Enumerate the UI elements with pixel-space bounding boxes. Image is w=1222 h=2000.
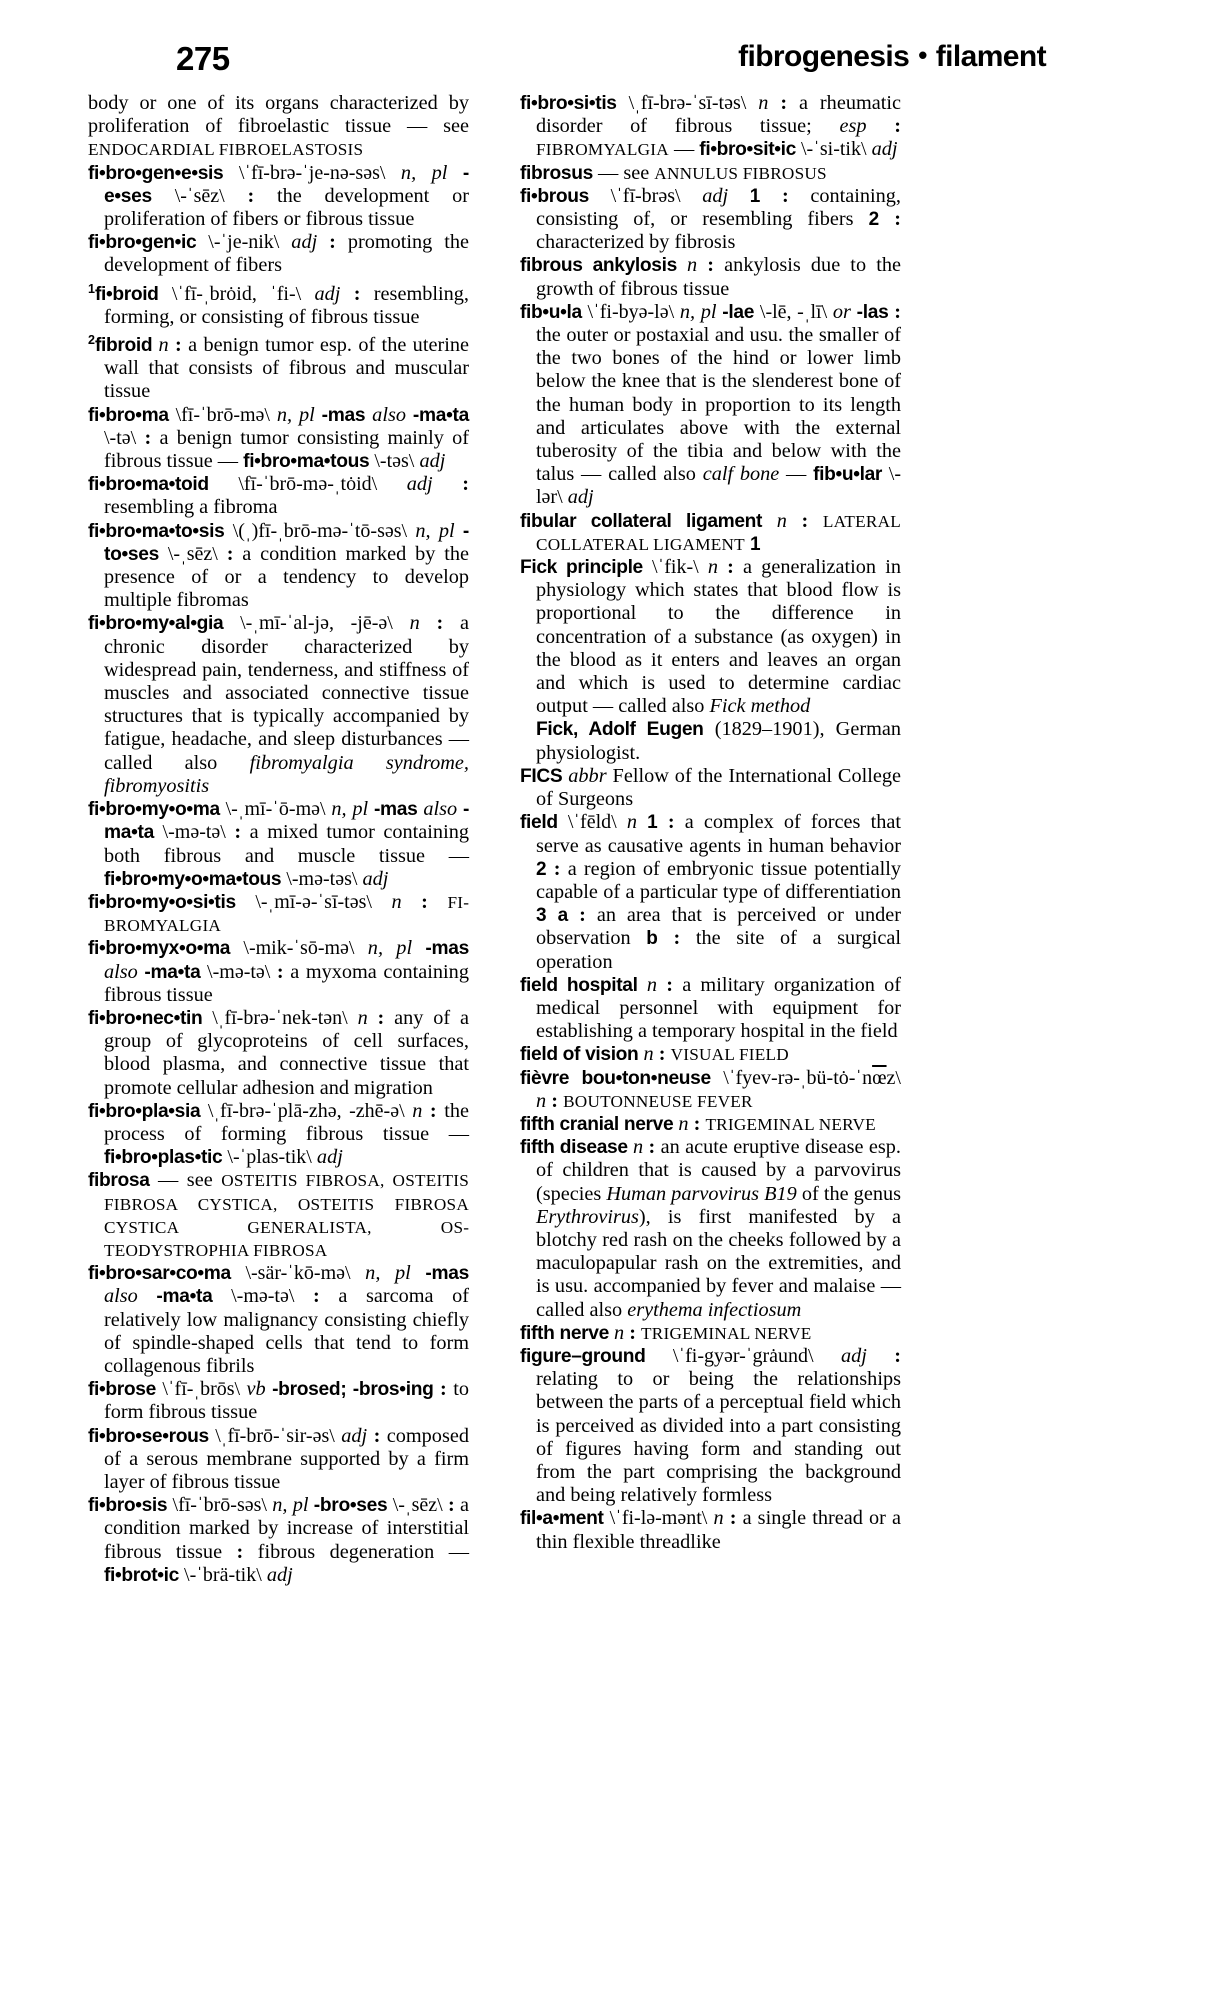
pronunciation: \ˈfi-lə-mənt\ [609,1507,708,1530]
derivative-part-of-speech: adj [266,1563,293,1586]
headword: fi•bro•my•al•gia [88,613,224,635]
part-of-speech: n [409,612,420,635]
derivative-headword: fi•bro•sit•ic [699,139,796,161]
part-of-speech: adj [840,1344,867,1367]
left-column [88,92,469,1587]
sense-colon: : [247,184,255,207]
derivative-pronunciation: \-ˈsi-tik\ [801,138,867,161]
headword: fi•bro•ma [88,404,169,426]
headword: fib•u•la [520,301,582,323]
inflection-alt: -ma•ta [412,404,469,426]
part-of-speech: adj [702,184,729,207]
entry-fifth-nerve [520,1322,901,1345]
called-also: erythema infectiosum [627,1298,802,1321]
entry-fibrosis: fi•bro•sis \fī-ˈbrō-səs\ n, pl -bro•ses \-ˌsēz\ : a condition marked by increase of interstitial fibrous tissue : fibrous degeneration — fi•brot•ic \-ˈbrä-tik\ adj [88,1494,470,1586]
part-of-speech: adj [341,1424,368,1447]
part-of-speech: n [412,1099,423,1122]
part-of-speech: n, pl [365,1262,411,1285]
sense-colon: : [894,1344,902,1367]
pronunciation: \fī-ˈbrō-səs\ [172,1494,267,1517]
headword: fi•bro•myx•o•ma [88,938,231,960]
pronunciation: \-ˈje-nik\ [208,231,280,254]
inflection-pronunciation: \-tə\ [104,426,137,449]
sense-colon: : [658,1043,666,1066]
inflection: -mas [425,938,469,960]
headword: fi•bro•nec•tin [88,1007,203,1029]
sense-colon: : [144,426,152,449]
entry-fibrous-ankylosis: fibrous ankylosis n : ankylosis due to the growth of fibrous tissue [520,254,901,300]
entry-fibrogenesis: fi•bro•gen•e•sis \ˈfī-brə-ˈje-nə-səs\ n, pl -e•ses \-ˈsēz\ : the development or proliferation of fibers or fibrous tissue [88,161,469,231]
part-of-speech: n [643,1043,654,1066]
cross-reference-sense: 1 [749,533,761,555]
inflection: -mas [425,1263,469,1285]
derivative-pronunciation: \-lər\ [536,463,901,509]
columns-container [88,92,1134,1587]
pronunciation: \ˈfik-\ [652,556,699,579]
pronunciation: \-sär-ˈkō-mə\ [245,1262,351,1285]
entry-fibroserous: fi•bro•se•rous \ˌfī-brō-ˈsir-əs\ adj : composed of a serous membrane supported by a firm layer of fibrous tissue [88,1424,469,1493]
pronunciation: \fī-ˈbrō-mə-ˌtȯid\ [238,473,378,496]
entry-fibrose: fi•brose \ˈfī-ˌbrōs\ vb -brosed; -bros•ing : to form fibrous tissue [88,1378,469,1424]
headword: fifth disease [520,1137,628,1159]
part-of-speech: n, pl [276,403,315,426]
sense-colon: : [276,960,284,983]
derivative-headword: fi•bro•plas•tic [104,1147,223,1169]
part-of-speech: n [687,254,698,277]
sense-colon: : [462,473,469,496]
running-head [88,0,1134,100]
entry-fics: FICS abbr Fellow of the International College of Surgeons [520,764,902,811]
pronunciation: \ˌfī-brə-ˈsī-təs\ [628,92,747,114]
headword: fifth cranial nerve [520,1113,674,1135]
pronunciation: \fī-ˈbrō-mə\ [175,403,270,426]
sense-colon: : [553,857,561,880]
sense-colon: : [447,1494,455,1517]
cross-reference: BOUTONNEUSE FEVER [563,1091,753,1111]
entry-fibrous: fi•brous \ˈfī-brəs\ adj 1 : containing, consisting of, or resembling fibers 2 : characterized by fibrosis [520,184,901,254]
part-of-speech: n [646,973,657,996]
sense-colon: : [894,115,901,138]
sense-number-2: 2 [868,209,880,231]
cross-reference: ENDOCARDIAL FIBROELASTOSIS [88,140,364,160]
biography-name: Fick, Adolf Eugen [536,719,704,741]
sense-colon: : [175,334,182,357]
inflection-connector: also [104,960,138,983]
entry-fievre-boutonneuse [520,1067,901,1113]
entry-fibrosus: fibrosus — see ANNULUS FIBROSUS [520,161,827,184]
part-of-speech: n [776,509,787,532]
homograph-number: 2 [88,333,95,348]
sense-colon: : [673,927,681,950]
headword: field hospital [520,974,638,996]
pronunciation: \ˈfi-byə-lə\ [587,300,675,323]
running-head-bullet: • [918,40,927,70]
sense-number-2: 2 [536,858,547,880]
inflection-connector: also [423,798,458,821]
sense-number-3: 3 a [536,905,569,927]
derivative-pronunciation: \-ˈbrä-tik\ [184,1563,262,1586]
called-also: Fick method [709,695,811,718]
headword: fi•brous [520,185,589,207]
derivative-headword: fi•bro•ma•tous [243,451,370,473]
part-of-speech: adj [291,231,318,254]
page-number: 275 [176,40,230,77]
genus-name: Erythrovirus [536,1205,639,1228]
part-of-speech: n, pl [367,937,413,960]
sense-colon: : [707,254,715,277]
entry-fibrosarcoma: fi•bro•sar•co•ma \-sär-ˈkō-mə\ n, pl -mas also -ma•ta \-mə-tə\ : a sarcoma of relatively low malignancy consisting chiefly of spindle-shaped cells that tend to form collagenous fibrils [88,1262,469,1377]
derivative-part-of-speech: adj [871,138,898,161]
entry-fibrogenic: fi•bro•gen•ic \-ˈje-nik\ adj : promoting the development of fibers [88,231,470,277]
entry-fibroma: fi•bro•ma \fī-ˈbrō-mə\ n, pl -mas also -ma•ta \-tə\ : a benign tumor consisting mainly of fibrous tissue — fi•bro•ma•tous \-təs\ adj [88,403,470,473]
part-of-speech: n [391,890,402,913]
part-of-speech: adj [406,473,433,496]
entry-fick-biography: Fick, Adolf Eugen (1829–1901), German physiologist. [536,718,901,764]
part-of-speech: vb [246,1378,266,1401]
sense-colon: : [579,904,586,927]
sense-colon: : [226,542,234,565]
pronunciation: \-ˌmī-ˈal-jə, -jē-ə\ [240,612,393,635]
pronunciation: \ˈfī-ˌbrōs\ [162,1378,241,1401]
entry-fibroid-1: $^1$fi•broid \ˈfī-ˌbrȯid, ˈfi-\ adj : resembling, forming, or consisting of fibrous tissue [88,281,469,328]
running-head-first-word: fibrogenesis [738,40,910,73]
inflection: -mas [321,404,366,426]
cross-reference: VISUAL FIELD [670,1045,789,1065]
sense-number-1: 1 [749,185,761,207]
sense-colon: : [329,231,336,254]
derivative-part-of-speech: adj [419,450,446,473]
entry-fibrositis: fi•bro•si•tis \ˌfī-brə-ˈsī-təs\ n : a rheumatic disorder of fibrous tissue; esp : FIBROMYALGIA — fi•bro•sit•ic \-ˈsi-tik\ adj [520,92,902,161]
sense-colon: : [313,1285,320,1308]
part-of-speech: n [613,1321,625,1344]
entry-filament: fil•a•ment \ˈfi-lə-mənt\ n : a single thread or a thin flexible threadlike [520,1507,901,1553]
cross-reference: FIBROMYALGIA [104,892,470,936]
headword: fi•bro•my•o•ma [88,799,220,821]
derivative-part-of-speech: adj [567,486,594,509]
derivative-part-of-speech: adj [316,1146,343,1169]
sense-colon: : [727,556,734,579]
part-of-speech: n, pl [331,798,369,821]
headword: fibrosus [520,162,593,184]
cross-reference: TRIGEMINAL NERVE [641,1323,812,1343]
headword: fi•bro•gen•e•sis [88,162,224,184]
entry-fibrosa: fibrosa — see OSTEITIS FIBROSA, OSTEITIS FIBROSA CYSTICA, OSTEITIS FIBROSA CYSTICA GENERALISTA, OSTEODYSTROPHIA FIBROSA [88,1169,470,1260]
sense-colon: : [894,208,901,231]
cross-reference: LATERAL COLLATERAL LIGAMENT [536,511,902,554]
derivative-headword: fib•u•lar [813,464,883,486]
inflection-pronunciation: \-mə-tə\ [162,821,226,844]
entry-figure-ground: figure–ground \ˈfi-gyər-ˈgrȧund\ adj : relating to or being the relationships between the parts of a perceptual field which is perceived as divided into a part consisting of figures having form and standing out from the part comprising the background and being relatively formless [520,1344,902,1507]
part-of-speech: n [633,1136,644,1159]
sense-colon: : [801,509,809,532]
inflection-pronunciation: \-ˈsēz\ [174,184,225,207]
sense-number-1: 1 [647,812,658,834]
part-of-speech: n [626,811,637,834]
headword: fi•bro•gen•ic [88,232,197,254]
entry-fibromyoma: fi•bro•my•o•ma \-ˌmī-ˈō-mə\ n, pl -mas also -ma•ta \-mə-tə\ : a mixed tumor containing both fibrous and muscle tissue — fi•bro•my•o•ma•tous \-mə-təs\ adj [88,798,470,890]
entry-fibromyositis [88,891,469,937]
part-of-speech: n [158,334,169,357]
pronunciation: \ˈfī-brəs\ [610,184,681,207]
headword: fifth nerve [520,1322,609,1344]
called-also: calf bone [702,463,780,486]
pronunciation: \ˌfī-brə-ˈnek-tən\ [212,1006,348,1029]
inflection-connector: or [832,300,851,323]
entry-fibromatosis: fi•bro•ma•to•sis \(ˌ)fī-ˌbrō-mə-ˈtō-səs\ n, pl -to•ses \-ˌsēz\ : a condition marked by the presence of or a tendency to develop multiple fibromas [88,519,470,612]
part-of-speech: n [707,556,718,579]
headword: fi•bro•pla•sia [88,1100,201,1122]
derivative-pronunciation: \-mə-təs\ [286,867,358,890]
headword: field [520,812,558,834]
sense-colon: : [666,973,673,996]
part-of-speech: n, pl [415,519,455,542]
inflection: -mas [373,799,418,821]
pronunciation: \ˈfī-ˌbrȯid, ˈfi-\ [171,282,302,305]
entry-field-of-vision [520,1043,901,1066]
part-of-speech: n [357,1006,368,1029]
sense-letter-b: b [646,928,658,950]
sense-colon: : [373,1424,381,1447]
sense-colon: : [693,1112,701,1135]
inflection: -bro•ses [313,1495,388,1517]
pronunciation: \ˈfī-brə-ˈje-nə-səs\ [238,161,386,184]
cross-reference: OSTEITIS FIBROSA, OSTEITIS FIBROSA CYSTICA, OSTEITIS FIBROSA CYSTICA GENERALISTA, OSTEODYSTROPHIA FIBROSA [104,1171,470,1260]
inflection-alt: -ma•ta [144,961,201,983]
entry-field: field \ˈfēld\ n 1 : a complex of forces that serve as causative agents in human behavior 2 : a region of embryonic tissue potentially capable of a particular type of differentiation 3 a : an area that is perceived or under observation b : the site of a surgical operation [520,811,901,973]
headword: Fick principle [520,557,643,579]
entry-fibromyxoma: fi•bro•myx•o•ma \-mik-ˈsō-mə\ n, pl -mas also -ma•ta \-mə-tə\ : a myxoma containing fibrous tissue [88,937,469,1006]
cross-reference: FIBROMYALGIA [536,140,669,160]
inflection: -lae [722,301,755,323]
entry-fibula: fib•u•la \ˈfi-byə-lə\ n, pl -lae \-lē, -ˌlī\ or -las : the outer or postaxial and usu. the smaller of the two bones of the hind or lower limb below the knee that is the slenderest bone of the human body in proportion to its length and articulates above with the external tuberosity of the tibia and below with the talus — called also calf bone — fib•u•lar \-lər\ adj [520,300,902,509]
headword: fi•bro•sis [88,1495,168,1517]
inflection-connector: also [104,1285,138,1308]
sense-label: esp [839,115,867,138]
sense-colon: : [236,1540,244,1563]
headword: fi•broid [94,283,159,305]
inflection-alt: -ma•ta [104,799,470,844]
headword: fi•bro•si•tis [520,93,617,114]
inflection-alt: -las [856,301,889,323]
headword: fi•bro•se•rous [88,1425,209,1447]
headword: fil•a•ment [520,1508,604,1530]
inflection-pronunciation: \-lē, -ˌlī\ [759,300,828,323]
sense-colon: : [421,890,428,913]
entry-fibronectin: fi•bro•nec•tin \ˌfī-brə-ˈnek-tən\ n : any of a group of glycoproteins of cell surfaces, blood plasma, and connective tissue that promote cellular adhesion and migration [88,1006,469,1099]
inflection: -brosed; -bros•ing [272,1379,434,1401]
entry-field-hospital: field hospital n : a military organization of medical personnel with equipment for establishing a temporary hospital in the field [520,973,901,1043]
part-of-speech: n [536,1089,547,1112]
sense-colon: : [429,1099,437,1122]
cross-reference: ANNULUS FIBROSUS [654,163,827,183]
right-column [520,92,901,1587]
biography-dates: (1829–1901), [714,718,825,741]
headword: fi•bro•ma•to•sis [88,520,225,542]
entry-fick-principle: Fick principle \ˈfik-\ n : a generalization in physiology which states that blood flow is proportional to the difference in concentration of a substance (as oxygen) in the blood as it enters and leaves an organ and which is used to determine cardiac output — called also Fick method [520,556,901,718]
species-name: Human parvovirus B19 [606,1182,797,1205]
sense-colon: : [551,1089,558,1112]
entry-fibromyalgia: fi•bro•my•al•gia \-ˌmī-ˈal-jə, -jē-ə\ n : a chronic disorder characterized by widespread pain, tenderness, and stiffness of muscles and associated connective tissue structures that is typically accompanied by fatigue, headache, and sleep disturbances — called also fibromyalgia syndrome, fibromyositis [88,612,469,797]
sense-colon: : [353,282,361,305]
headword: fièvre bou•ton•neuse [520,1067,711,1089]
cross-reference: TRIGEMINAL NERVE [705,1114,876,1134]
headword: fibroid [94,335,153,357]
inflection: -e•ses [104,162,469,207]
part-of-speech: n [678,1112,689,1135]
sense-colon: : [234,821,242,844]
pronunciation: \(ˌ)fī-ˌbrō-mə-ˈtō-səs\ [232,519,408,542]
entry-fifth-disease: fifth disease n : an acute eruptive disease esp. of children that is caused by a parvovirus (species Human parvovirus B19 of the genus Erythrovirus), is first manifested by a blotchy red rash on the cheeks followed by a maculopapular rash on the extremities, and is usu. accompanied by fever and malaise — called also erythema infectiosum [520,1136,901,1321]
headword: fi•bro•my•o•si•tis [88,891,236,913]
inflection-pronunciation: \-ˌsēz\ [392,1494,443,1517]
entry-fibroid-2: $^2$fibroid n : a benign tumor esp. of the uterine wall that consists of fibrous and muscular tissue [88,333,469,403]
pronunciation: \ˌfī-brə-ˈplā-zhə, -zhē-ə\ [207,1099,405,1122]
derivative-headword: fi•brot•ic [104,1564,179,1586]
derivative-headword: fi•bro•my•o•ma•tous [104,868,282,890]
headword: fi•bro•sar•co•ma [88,1263,231,1285]
part-of-speech: abbr [568,764,607,787]
sense-colon: : [648,1136,656,1159]
entry-carryover-fibroelastosis: body or one of its organs characterized by proliferation of fibroelastic tissue — see ENDOCARDIAL FIBROELASTOSIS [88,92,469,160]
pronunciation: \ˈfi-gyər-ˈgrȧund\ [672,1344,814,1367]
part-of-speech: n, pl [679,300,717,323]
inflection-connector: also [372,403,406,426]
sense-colon: : [729,1507,737,1530]
entry-fibular-collateral-ligament [520,510,901,556]
headword: fi•brose [88,1379,156,1401]
headword: fibrous ankylosis [520,255,677,277]
sense-colon: : [377,1006,385,1029]
called-also: fibromyalgia syndrome, fibromyositis [104,751,469,797]
part-of-speech: n, pl [400,161,448,184]
part-of-speech: n [758,92,769,114]
pronunciation: \-ˌmī-ˈō-mə\ [225,798,326,821]
sense-colon: : [629,1321,636,1344]
pronunciation: \ˌfī-brō-ˈsir-əs\ [215,1424,335,1447]
running-head-last-word: filament [935,40,1046,73]
pronunciation: \-ˌmī-ə-ˈsī-təs\ [255,890,372,913]
running-head-words [738,40,1046,74]
headword: fibular collateral ligament [520,510,763,532]
sense-colon: : [440,1378,447,1401]
derivative-part-of-speech: adj [362,867,389,890]
part-of-speech: adj [314,282,341,305]
headword: fi•bro•ma•toid [88,474,209,496]
headword: figure–ground [520,1345,646,1367]
pronunciation: \-mik-ˈsō-mə\ [243,937,355,960]
derivative-pronunciation: \-təs\ [374,450,415,473]
headword: field of vision [520,1044,639,1066]
headword: FICS [520,765,563,787]
sense-colon: : [780,92,788,114]
headword: fibrosa [88,1170,150,1192]
sense-colon: : [781,184,789,207]
inflection: -to•ses [104,520,469,565]
sense-colon: : [894,300,902,323]
entry-fibromatoid: fi•bro•ma•toid \fī-ˈbrō-mə-ˌtȯid\ adj : resembling a fibroma [88,473,469,519]
entry-fifth-cranial-nerve [520,1113,901,1136]
derivative-pronunciation: \-ˈplas-tik\ [227,1146,312,1169]
inflection-pronunciation: \-mə-tə\ [231,1285,295,1308]
homograph-number: 1 [88,281,95,296]
inflection-pronunciation: \-ˌsēz\ [167,542,218,565]
sense-colon: : [667,811,675,834]
inflection-alt: -ma•ta [156,1286,213,1308]
part-of-speech: n [713,1507,724,1530]
sense-colon: : [436,612,444,635]
pronunciation: $\backslash ˈfyev-rə-ˌbü-tȯ-ˈn\overline{œ}z\backslash$ [723,1066,901,1089]
entry-fibroplasia: fi•bro•pla•sia \ˌfī-brə-ˈplā-zhə, -zhē-ə\ n : the process of forming fibrous tissue — fi•bro•plas•tic \-ˈplas-tik\ adj [88,1099,470,1169]
part-of-speech: n, pl [272,1494,309,1517]
inflection-pronunciation: \-mə-tə\ [207,960,271,983]
pronunciation: \ˈfēld\ [567,811,617,834]
